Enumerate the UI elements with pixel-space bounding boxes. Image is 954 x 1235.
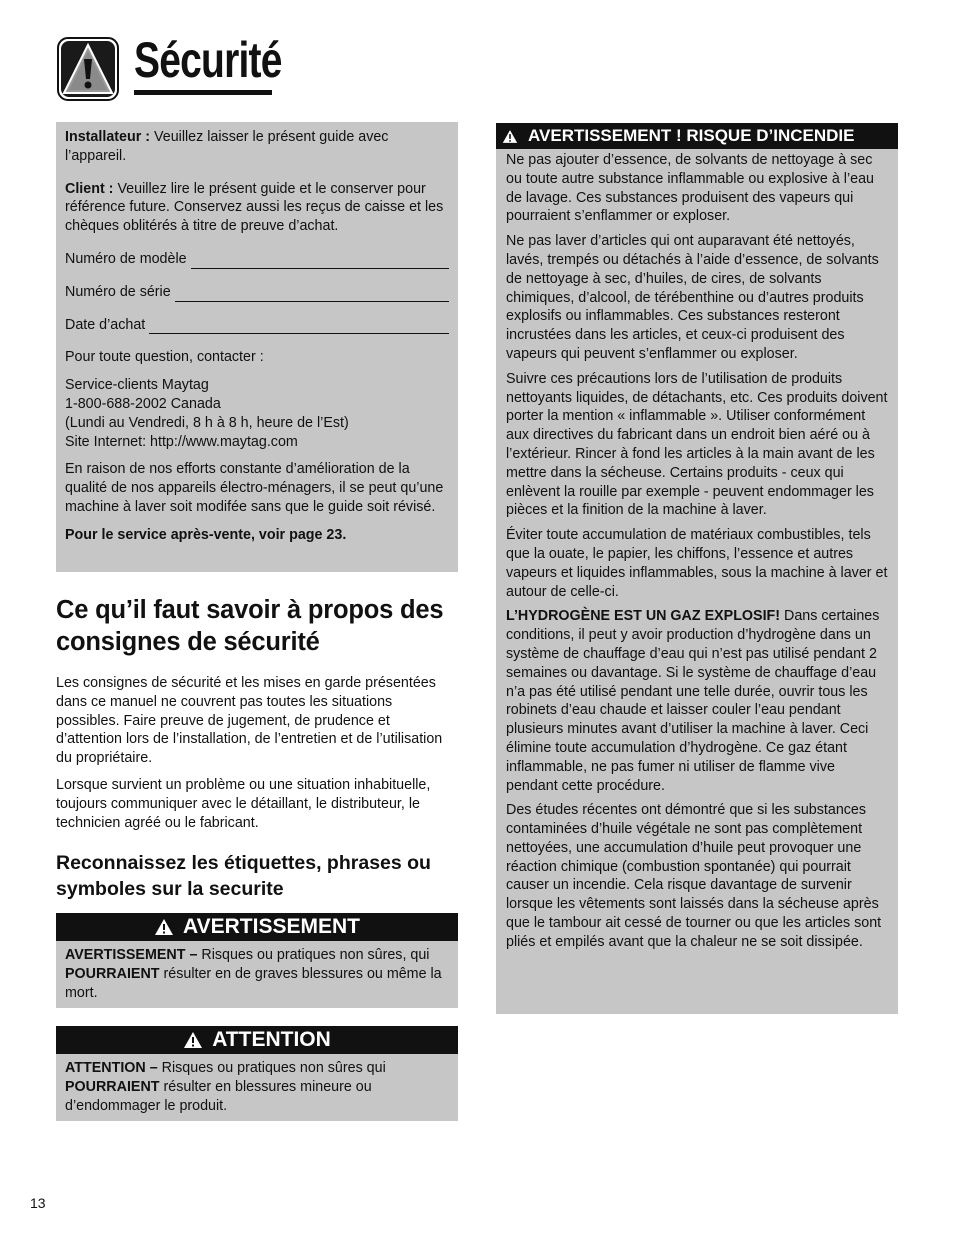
avertissement-text-1: Risques ou pratiques non sûres, qui bbox=[197, 947, 430, 963]
fire-para-2: Ne pas laver d’articles qui ont auparavant été nettoyés, lavés, trempés ou détachés à l’aide d’essence, de solvants de nettoyage à sec, d’huiles, de cires, de solvants chimiques, d’alcool, de térébenthine ou d’autres produits explosifs ou inflammables. Ces substances resteront incrustées dans les articles, et ceux-ci produisent des vapeurs qui peuvent s’enflammer ou exploser. bbox=[506, 233, 879, 362]
serial-number-line bbox=[175, 288, 449, 302]
model-number-label: Numéro de modèle bbox=[65, 250, 187, 267]
attention-label: ATTENTION – bbox=[65, 1060, 158, 1076]
attention-title: ATTENTION bbox=[212, 1028, 331, 1051]
page-title: Sécurité bbox=[134, 32, 282, 88]
fire-warning-title: AVERTISSEMENT ! RISQUE D’INCENDIE bbox=[528, 126, 855, 145]
purchase-date-label: Date d’achat bbox=[65, 316, 146, 333]
contact-intro: Pour toute question, contacter : bbox=[65, 349, 264, 366]
fire-warning-box bbox=[496, 123, 898, 1014]
fire-warning-body bbox=[496, 149, 898, 952]
avertissement-bar bbox=[56, 913, 458, 941]
model-number-line bbox=[191, 255, 449, 269]
serial-number-label: Numéro de série bbox=[65, 283, 171, 300]
model-number-field bbox=[65, 250, 449, 269]
attention-box bbox=[56, 1026, 458, 1121]
contact-block bbox=[65, 376, 449, 451]
avertissement-box bbox=[56, 913, 458, 1008]
hydrogen-warning-text: Dans certaines conditions, il peut y avoir production d’hydrogène dans un système de chauffage d’eau qui n’est pas utilisé pendant 2 semaines ou davantage. Si le système de chauffage d’eau n’a pas été utilisé pendant une telle durée, ouvrir tous les robinets d’eau chaude et laisser couler l’eau pendant plusieurs minutes avant d’utiliser la machine à laver. Ceci élimine toute accumulation d’hydrogène. Ce gaz étant inflammable, ne pas fumer ni utiliser de flamme vive pendant cette procédure. bbox=[506, 608, 880, 794]
installer-text: Veuillez laisser le présent guide avec l’appareil. bbox=[65, 129, 389, 164]
client-label: Client : bbox=[65, 180, 114, 197]
warning-triangle-icon bbox=[183, 1031, 203, 1049]
purchase-date-field bbox=[65, 316, 449, 335]
contact-name: Service-clients Maytag bbox=[65, 377, 209, 394]
avertissement-body bbox=[56, 941, 458, 1008]
fire-para-6: Des études récentes ont démontré que si les substances contaminées d’huile végétale ne sont pas complètement nettoyées, une accumulation d’huile peut provoquer une réaction chimique (combustion spontanée) qui pourrait causer un incendie. Cela risque davantage de survenir lorsque les vêtements sont laissés dans la sécheuse après que le tambour ait cessé de tourner ou que les articles sont pliés et empilés avant que la chaleur ne se soit dissipée. bbox=[506, 802, 882, 950]
fire-para-4: Éviter toute accumulation de matériaux combustibles, tels que la ouate, le papier, les chiffons, l’essence et autres vapeurs et liquides inflammables, sous la machine à laver et autour de celle-ci. bbox=[506, 527, 888, 600]
warning-triangle-icon bbox=[502, 129, 518, 144]
service-note bbox=[65, 526, 449, 545]
client-note bbox=[65, 180, 449, 236]
contact-hours: (Lundi au Vendredi, 8 h à 8 h, heure de l’Est) bbox=[65, 414, 349, 431]
safety-para-2: Lorsque survient un problème ou une situation inhabituelle, toujours communiquer avec le détaillant, le distributeur, le technicien agréé ou le fabricant. bbox=[56, 777, 431, 831]
attention-bar bbox=[56, 1026, 458, 1054]
attention-text-2: résulter en blessures mineure ou d’endommager le produit. bbox=[65, 1078, 372, 1114]
safety-para-1: Les consignes de sécurité et les mises en garde présentées dans ce manuel ne couvrent pas toutes les situations possibles. Faire preuve de jugement, de prudence et d’attention lors de l’installation, de l’entretien et de l’utilisation du propriétaire. bbox=[56, 675, 443, 767]
serial-number-field bbox=[65, 283, 449, 302]
contact-site: Site Internet: http://www.maytag.com bbox=[65, 433, 298, 450]
attention-emph: POURRAIENT bbox=[65, 1078, 160, 1095]
warning-triangle-icon bbox=[57, 37, 119, 101]
attention-text-1: Risques ou pratiques non sûres qui bbox=[157, 1060, 386, 1076]
page-number: 13 bbox=[30, 1195, 46, 1211]
safety-heading: Ce qu’il faut savoir à propos des consignes de sécurité bbox=[56, 596, 444, 656]
installer-note bbox=[65, 128, 449, 166]
avertissement-label: AVERTISSEMENT – bbox=[65, 947, 198, 963]
installer-label: Installateur : bbox=[65, 129, 151, 145]
improvement-note: En raison de nos efforts constante d’amélioration de la qualité de nos appareils électro-ménagers, il se peut qu’une machine à laver soit modifée sans que le guide soit révisé. bbox=[65, 461, 444, 515]
purchase-date-line bbox=[149, 320, 449, 334]
fire-para-5 bbox=[506, 607, 890, 795]
attention-body bbox=[56, 1054, 458, 1121]
avertissement-emph: POURRAIENT bbox=[65, 965, 160, 982]
service-note-text: Pour le service après-vente, voir page 23. bbox=[65, 526, 347, 543]
installer-info-box bbox=[56, 122, 458, 572]
warning-triangle-icon bbox=[154, 918, 174, 936]
avertissement-title: AVERTISSEMENT bbox=[183, 915, 360, 938]
fire-warning-bar bbox=[496, 123, 898, 149]
labels-subheading: Reconnaissez les étiquettes, phrases ou symboles sur la securite bbox=[56, 852, 431, 900]
client-text: Veuillez lire le présent guide et le conserver pour référence future. Conservez aussi les reçus de caisse et les chèques oblitérés à titre de preuve d’achat. bbox=[65, 180, 444, 235]
title-underline bbox=[134, 90, 272, 95]
hydrogen-warning-label: L’HYDROGÈNE EST UN GAZ EXPLOSIF! bbox=[506, 608, 781, 625]
avertissement-text-2: résulter en de graves blessures ou même la mort. bbox=[65, 965, 442, 1001]
fire-para-3: Suivre ces précautions lors de l’utilisation de produits nettoyants liquides, de détachants, etc. Ces produits doivent porter la mention « inflammable ». Utiliser conformément aux directives du fabricant dans un endroit bien aéré ou à l’extérieur. Rincer à fond les articles à la main avant de les mettre dans la sécheuse. Certains produits - ceux qui enlèvent la rouille par exemple - peuvent endommager les pièces et la finition de la machine à laver. bbox=[506, 370, 888, 519]
contact-phone: 1-800-688-2002 Canada bbox=[65, 395, 221, 412]
fire-para-1: Ne pas ajouter d’essence, de solvants de nettoyage à sec ou toute autre substance inflammable ou explosive à l’eau de lavage. Ces substances produisent des vapeurs qui pourraient s’enflammer or exploser. bbox=[506, 152, 874, 225]
